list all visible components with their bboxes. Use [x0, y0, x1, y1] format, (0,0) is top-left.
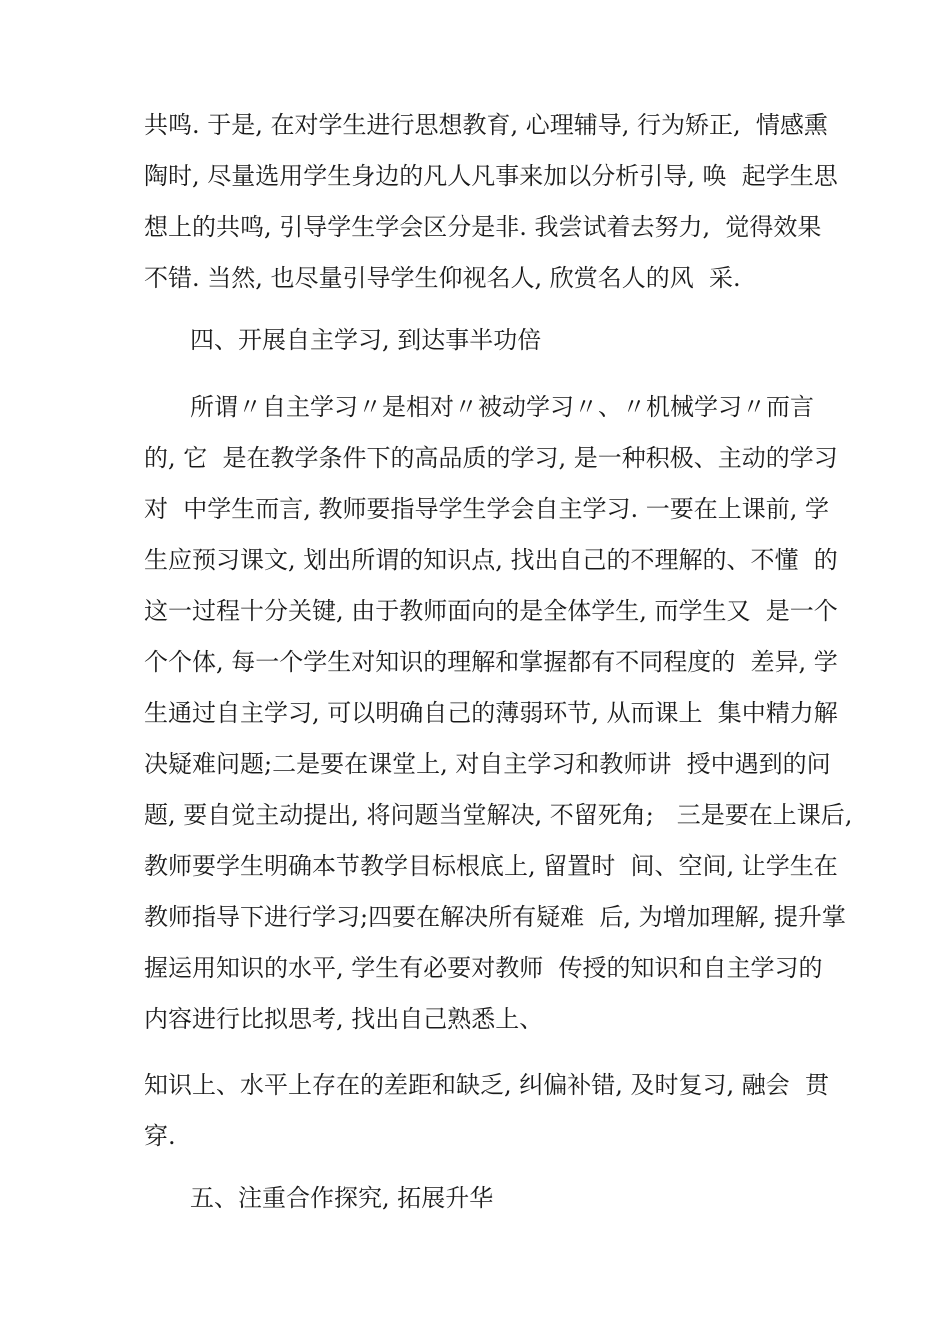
text-line: 不错. 当然, 也尽量引导学生仰视名人, 欣赏名人的风 采.: [144, 264, 741, 292]
text-line: 教师指导下进行学习;四要在解决所有疑难 后, 为增加理解, 提升掌: [144, 903, 846, 931]
text-line: 知识上、水平上存在的差距和缺乏, 纠偏补错, 及时复习, 融会 贯: [144, 1071, 830, 1099]
text-line: 陶时, 尽量选用学生身边的凡人凡事来加以分析引导, 唤 起学生思: [144, 162, 838, 190]
text-line: 生应预习课文, 划出所谓的知识点, 找出自己的不理解的、不懂 的: [144, 546, 838, 574]
section-heading-4: 四、开展自主学习, 到达事半功倍: [190, 326, 542, 354]
text-line: 共鸣. 于是, 在对学生进行思想教育, 心理辅导, 行为矫正, 情感熏: [144, 111, 828, 139]
text-line: 对 中学生而言, 教师要指导学生学会自主学习. 一要在上课前, 学: [144, 495, 830, 523]
text-line: 握运用知识的水平, 学生有必要对教师 传授的知识和自主学习的: [144, 954, 823, 982]
section-heading-5: 五、注重合作探究, 拓展升华: [190, 1184, 494, 1212]
text-line: 所谓〃自主学习〃是相对〃被动学习〃、〃机械学习〃而言: [190, 393, 814, 421]
text-line: 教师要学生明确本节教学目标根底上, 留置时 间、空间, 让学生在: [144, 852, 838, 880]
text-line: 内容进行比拟思考, 找出自己熟悉上、: [144, 1005, 544, 1033]
text-line: 的, 它 是在教学条件下的高品质的学习, 是一种积极、主动的学习: [144, 444, 838, 472]
text-line: 题, 要自觉主动提出, 将问题当堂解决, 不留死角; 三是要在上课后,: [144, 801, 853, 829]
text-line: 穿.: [144, 1122, 176, 1150]
text-line: 想上的共鸣, 引导学生学会区分是非. 我尝试着去努力, 觉得效果: [144, 213, 822, 241]
text-line: 决疑难问题;二是要在课堂上, 对自主学习和教师讲 授中遇到的问: [144, 750, 831, 778]
text-line: 这一过程十分关键, 由于教师面向的是全体学生, 而学生又 是一个: [144, 597, 838, 625]
text-line: 个个体, 每一个学生对知识的理解和掌握都有不同程度的 差异, 学: [144, 648, 838, 676]
text-line: 生通过自主学习, 可以明确自己的薄弱环节, 从而课上 集中精力解: [144, 699, 838, 727]
